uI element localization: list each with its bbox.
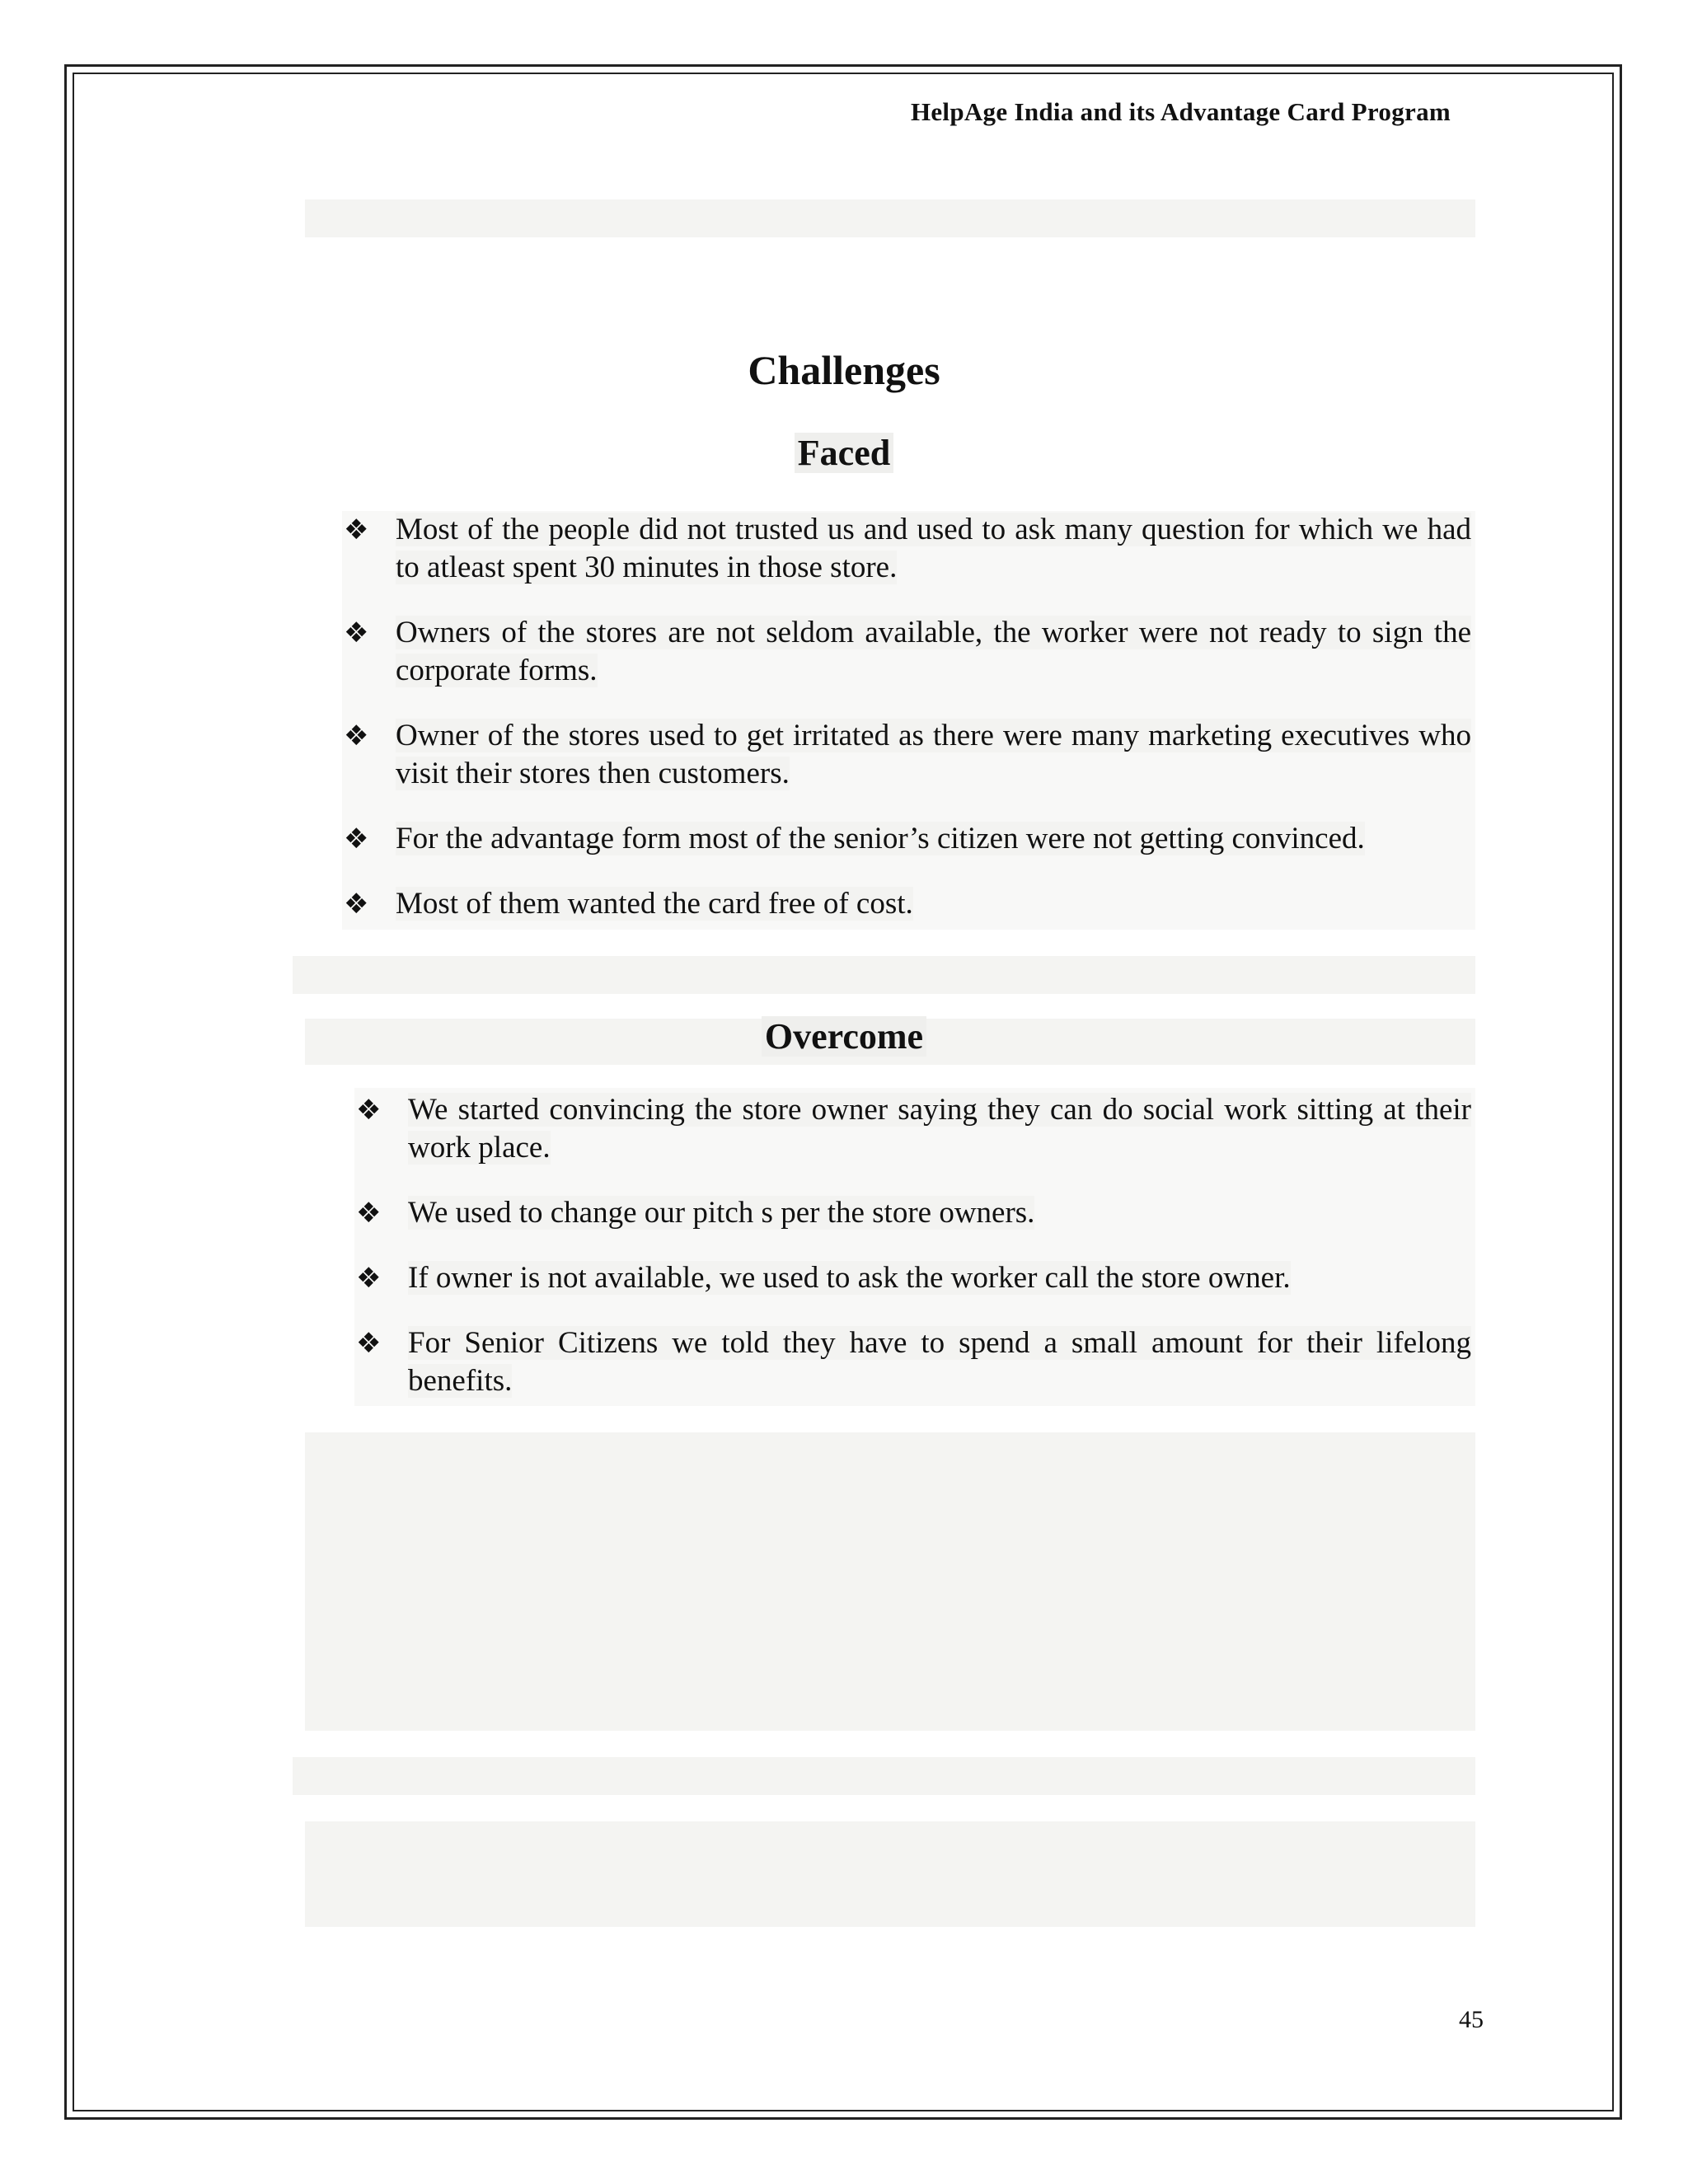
list-item-text: Most of the people did not trusted us and used to ask many question for which we had to atleast spent 30 minutes in those store. <box>396 513 1471 584</box>
list-item <box>344 511 1471 587</box>
section-heading-overcome-text: Overcome <box>762 1016 926 1057</box>
diamond-bullet-icon: ❖ <box>356 1197 382 1230</box>
diamond-bullet-icon: ❖ <box>344 616 369 649</box>
list-item <box>344 885 1471 923</box>
section-heading-faced <box>0 432 1688 474</box>
running-header: HelpAge India and its Advantage Card Program <box>910 97 1451 126</box>
list-item-text: If owner is not available, we used to ask the worker call the store owner. <box>408 1261 1291 1295</box>
shade-band <box>305 1432 1475 1731</box>
list-item <box>344 820 1471 858</box>
list-item-text: Most of them wanted the card free of cost. <box>396 887 913 921</box>
list-item <box>356 1091 1471 1167</box>
diamond-bullet-icon: ❖ <box>356 1262 382 1295</box>
list-item-text: For the advantage form most of the senior’s citizen were not getting convinced. <box>396 822 1365 855</box>
diamond-bullet-icon: ❖ <box>356 1094 382 1127</box>
page-number: 45 <box>1459 2006 1484 2033</box>
diamond-bullet-icon: ❖ <box>356 1327 382 1360</box>
list-item <box>344 717 1471 793</box>
list-item-text: We used to change our pitch s per the store owners. <box>408 1196 1035 1230</box>
page-title-text: Challenges <box>748 347 940 393</box>
section-heading-faced-text: Faced <box>795 433 893 473</box>
diamond-bullet-icon: ❖ <box>344 823 369 855</box>
list-item <box>356 1194 1471 1232</box>
diamond-bullet-icon: ❖ <box>344 719 369 752</box>
overcome-list <box>356 1091 1471 1427</box>
shade-band <box>305 1821 1475 1927</box>
list-item <box>344 614 1471 690</box>
list-item-text: We started convincing the store owner saying they can do social work sitting at their work place. <box>408 1093 1471 1165</box>
diamond-bullet-icon: ❖ <box>344 888 369 921</box>
list-item <box>356 1259 1471 1297</box>
list-item <box>356 1324 1471 1400</box>
page-title <box>0 346 1688 394</box>
section-heading-overcome <box>0 1015 1688 1057</box>
faced-list <box>344 511 1471 950</box>
list-item-text: Owner of the stores used to get irritated as there were many marketing executives who visit their stores then customers. <box>396 719 1471 790</box>
list-item-text: Owners of the stores are not seldom available, the worker were not ready to sign the corporate forms. <box>396 616 1471 687</box>
shade-band <box>293 956 1475 994</box>
diamond-bullet-icon: ❖ <box>344 513 369 546</box>
shade-band <box>293 1757 1475 1795</box>
list-item-text: For Senior Citizens we told they have to spend a small amount for their lifelong benefits. <box>408 1326 1471 1398</box>
shade-band <box>305 199 1475 237</box>
